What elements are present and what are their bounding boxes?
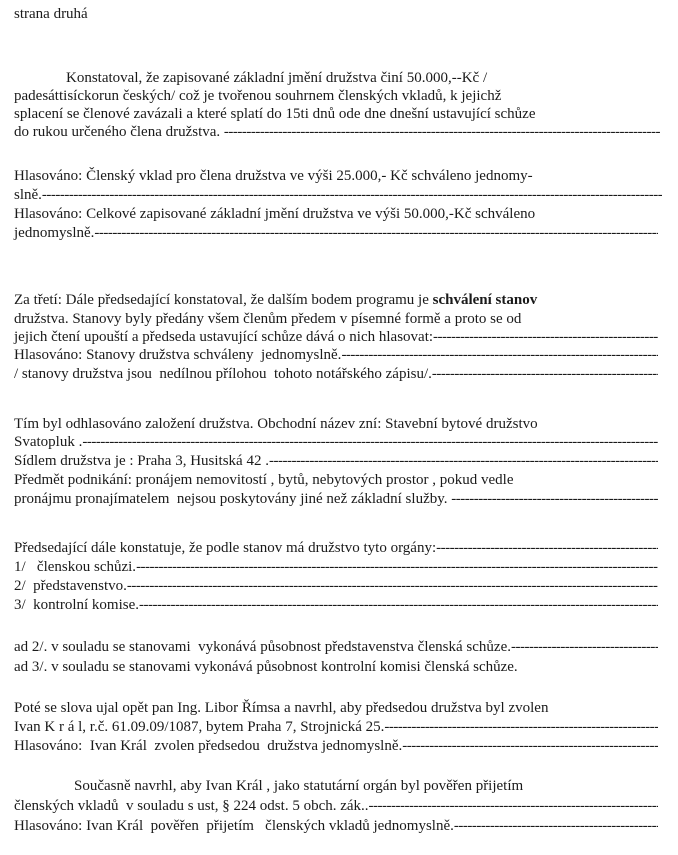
text-line: pronájmu pronajímatelem nejsou poskytovány jiné než základní služby. ----- — [14, 491, 658, 508]
text-line: Současně navrhl, aby Ivan Král , jako statutární orgán byl pověřen přijetím — [74, 778, 524, 794]
text-line: do rukou určeného člena družstva. ----- — [14, 124, 660, 141]
paragraph-capital — [14, 70, 662, 87]
list-item: 3/ kontrolní komise. ----- — [14, 597, 658, 614]
text-span: Za třetí: Dále předsedající konstatoval, že dalším bodem programu je — [14, 292, 433, 308]
text-line: Hlasováno: Stanovy družstva schváleny jednomyslně. ----- — [14, 347, 658, 364]
bold-text: schválení stanov — [432, 292, 538, 308]
text-line: Předmět podnikání: pronájem nemovitostí , bytů, nebytových prostor , pokud vedle — [14, 472, 514, 488]
text-line — [14, 292, 537, 309]
text-line: Poté se slova ujal opět pan Ing. Libor Římsa a navrhl, aby předsedou družstva byl zvolen — [14, 700, 549, 716]
text-line: družstva. Stanovy byly předány všem členům předem v písemné formě a proto se od — [14, 311, 522, 327]
text-line: Předsedající dále konstatuje, že podle stanov má družstvo tyto orgány: ----- — [14, 540, 658, 557]
text-line: Hlasováno: Členský vklad pro člena družstva ve výši 25.000,- Kč schváleno jednomy- — [14, 168, 533, 184]
text-line: jednomyslně. ----- — [14, 225, 658, 242]
text-line: Svatopluk . ----- — [14, 434, 658, 451]
text-line: Hlasováno: Celkové zapisované základní jmění družstva ve výši 50.000,-Kč schváleno — [14, 206, 536, 222]
text-line: ad 3/. v souladu se stanovami vykonává působnost kontrolní komisi členská schůze. — [14, 659, 518, 675]
page-label: strana druhá — [14, 6, 88, 22]
text-line: splacení se členové zavázali a které splatí do 15ti dnů ode dne dnešní ustavující schůze — [14, 106, 536, 122]
text-line — [14, 778, 523, 795]
text-line: Hlasováno: Ivan Král pověřen přijetím členských vkladů jednomyslně. ----- — [14, 818, 658, 835]
list-item: 2/ představenstvo. ----- — [14, 578, 658, 595]
text-line: Sídlem družstva je : Praha 3, Husitská 42 . ----- — [14, 453, 658, 470]
list-item: 1/ členskou schůzi. ----- — [14, 559, 658, 576]
text-line: Tím byl odhlasováno založení družstva. Obchodní název zní: Stavební bytové družstvo — [14, 416, 538, 432]
text-line: jejich čtení upouští a předseda ustavující schůze dává o nich hlasovat: ----- — [14, 329, 658, 346]
text-line: Konstatoval, že zapisované základní jmění družstva činí 50.000,--Kč / — [66, 70, 488, 86]
text-line: Ivan K r á l, r.č. 61.09.09/1087, bytem Praha 7, Strojnická 25. ----- — [14, 719, 658, 736]
text-line: padesáttisíckorun českých/ což je tvořenou souhrnem členských vkladů, k jejichž — [14, 88, 502, 104]
text-line: Hlasováno: Ivan Král zvolen předsedou družstva jednomyslně. ----- — [14, 738, 658, 755]
text-line: / stanovy družstva jsou nedílnou přílohou tohoto notářského zápisu/. ----- — [14, 366, 658, 383]
text-line: ad 2/. v souladu se stanovami vykonává působnost představenstva členská schůze. ----- — [14, 639, 658, 656]
text-line: členských vkladů v souladu s ust, § 224 odst. 5 obch. zák.. ----- — [14, 798, 658, 815]
text-line: slně. ----- — [14, 187, 662, 204]
